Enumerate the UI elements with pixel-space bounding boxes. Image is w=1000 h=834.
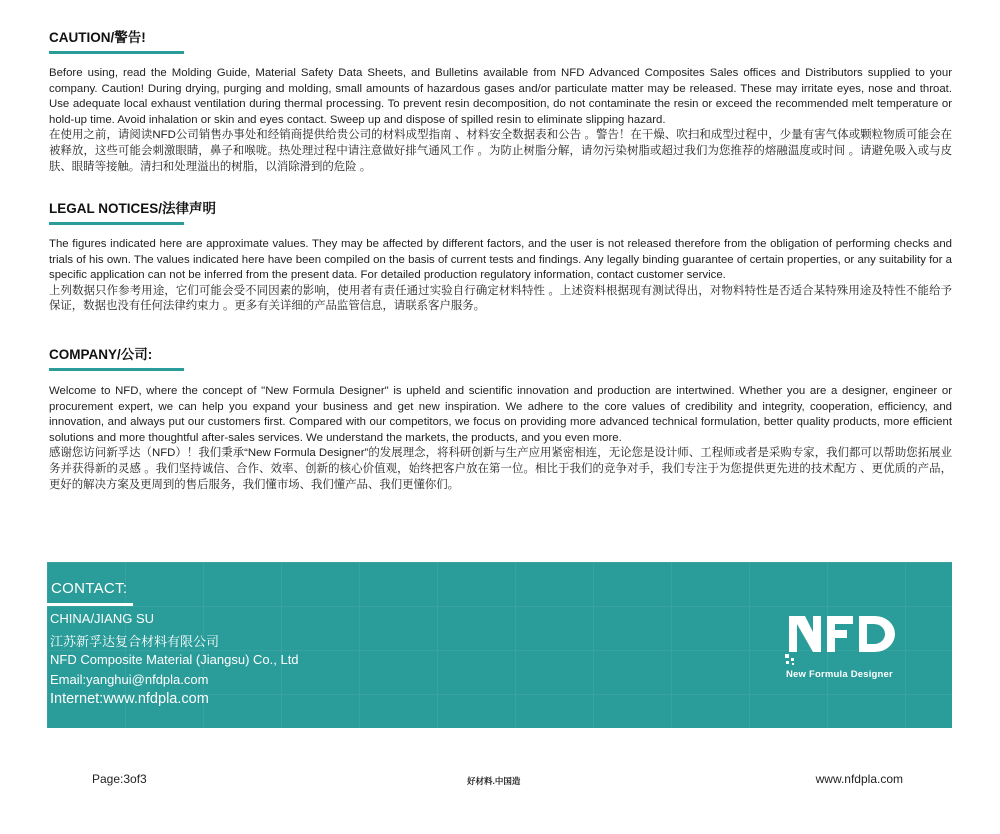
caution-section xyxy=(49,29,952,175)
company-text-en: Welcome to NFD, where the concept of "New Formula Designer" is upheld and scientific innovation and production are intertwined. Whether you are a designer, engineer or procurement expert, we can help you expand your business and get new inspiration. We adhere to the core values of credibility and integrity, cooperation, efficiency, and innovation, and always put our customers first. Compared with our competitors, we focus on providing more advanced technical formulation, better quality products, more efficient solutions and more thoughtful after-sales services. We understand the markets, the products, and you even more. xyxy=(49,385,952,444)
legal-title-underline xyxy=(49,222,184,225)
company-title: COMPANY/公司: xyxy=(49,347,153,362)
legal-text-en: The figures indicated here are approximate values. They may be affected by different factors, and the user is not released therefore from the obligation of performing checks and trials of his own. The values indicated here have been compiled on the basis of current tests and findings. Any legally binding guarantee of certain properties, or any suitability for a specific application can not be inferred from the present data. For detailed production regulatory information, contact customer service. xyxy=(49,238,952,282)
contact-title-underline xyxy=(47,603,133,606)
footer-website-link[interactable]: www.nfdpla.com xyxy=(815,772,903,786)
company-title-underline xyxy=(49,368,184,371)
page-number: Page:3of3 xyxy=(92,772,147,786)
legal-section xyxy=(49,200,952,315)
footer-slogan: 好材料.中国造 xyxy=(467,776,521,786)
caution-text-en: Before using, read the Molding Guide, Material Safety Data Sheets, and Bulletins available from NFD Advanced Composites Sales offices and Distributors supplied to your company. Caution! During drying, purging and molding, small amounts of hazardous gases and/or particulate matter may be released. These may irritate eyes, nose and throat. Use adequate local exhaust ventilation during thermal processing. To prevent resin decomposition, do not contaminate the resin or exceed the recommended melt temperature or hold-up time. Avoid inhalation or skin and eyes contact. Sweep up and dispose of spilled resin to eliminate slipping hazard. xyxy=(49,67,952,126)
contact-company-cn: 江苏新孚达复合材料有限公司 xyxy=(50,634,220,649)
legal-title: LEGAL NOTICES/法律声明 xyxy=(49,201,217,216)
company-text-cn: 感谢您访问新孚达（NFD）！我们秉承“New Formula Designer”的发展理念，将科研创新与生产应用紧密相连，无论您是设计师、工程师或者是采购专家，我们都可以帮助您拓展业务并获得新的灵感 。我们坚持诚信、合作、效率、创新的核心价值观，始终把客户放在第一位。相比于我们的竞争对手，我们专注于为您提供更先进的技术配方 、更优质的产品，更好的解决方案及更周到的售后服务，我们懂市场、我们懂产品、我们更懂你们。 xyxy=(49,447,952,491)
contact-panel xyxy=(47,562,952,728)
caution-text-cn: 在使用之前，请阅读NFD公司销售办事处和经销商提供给贵公司的材料成型指南 、材料安全数据表和公告 。警告！在干燥、吹扫和成型过程中，少量有害气体或颗粒物质可能会在被释放，这些可能会刺激眼睛，鼻子和喉咙。热处理过程中请注意做好排气通风工作 。为防止树脂分解，请勿污染树脂或超过我们为您推荐的熔融温度或时间 。请避免吸入或与皮肤、眼睛等接触。清扫和处理溢出的树脂，以消除滑到的危险 。 xyxy=(49,129,952,173)
logo-tagline: New Formula Designer xyxy=(786,669,893,680)
contact-title: CONTACT: xyxy=(51,580,128,597)
contact-region: CHINA/JIANG SU xyxy=(50,611,155,626)
contact-email-link[interactable]: Email:yanghui@nfdpla.com xyxy=(50,672,209,687)
company-section xyxy=(49,346,952,493)
contact-website-link[interactable]: Internet:www.nfdpla.com xyxy=(50,691,209,707)
legal-text-cn: 上列数据只作参考用途，它们可能会受不同因素的影响，使用者有责任通过实验自行确定材料特性 。上述资料根据现有测试得出，对物料特性是否适合某特殊用途及特性不能给予保证，数据也没有任何法律约束力 。更多有关详细的产品监管信息，请联系客户服务。 xyxy=(49,284,952,313)
contact-company-en: NFD Composite Material (Jiangsu) Co., Ltd xyxy=(50,652,299,667)
caution-title: CAUTION/警告! xyxy=(49,30,146,45)
caution-title-underline xyxy=(49,51,184,54)
